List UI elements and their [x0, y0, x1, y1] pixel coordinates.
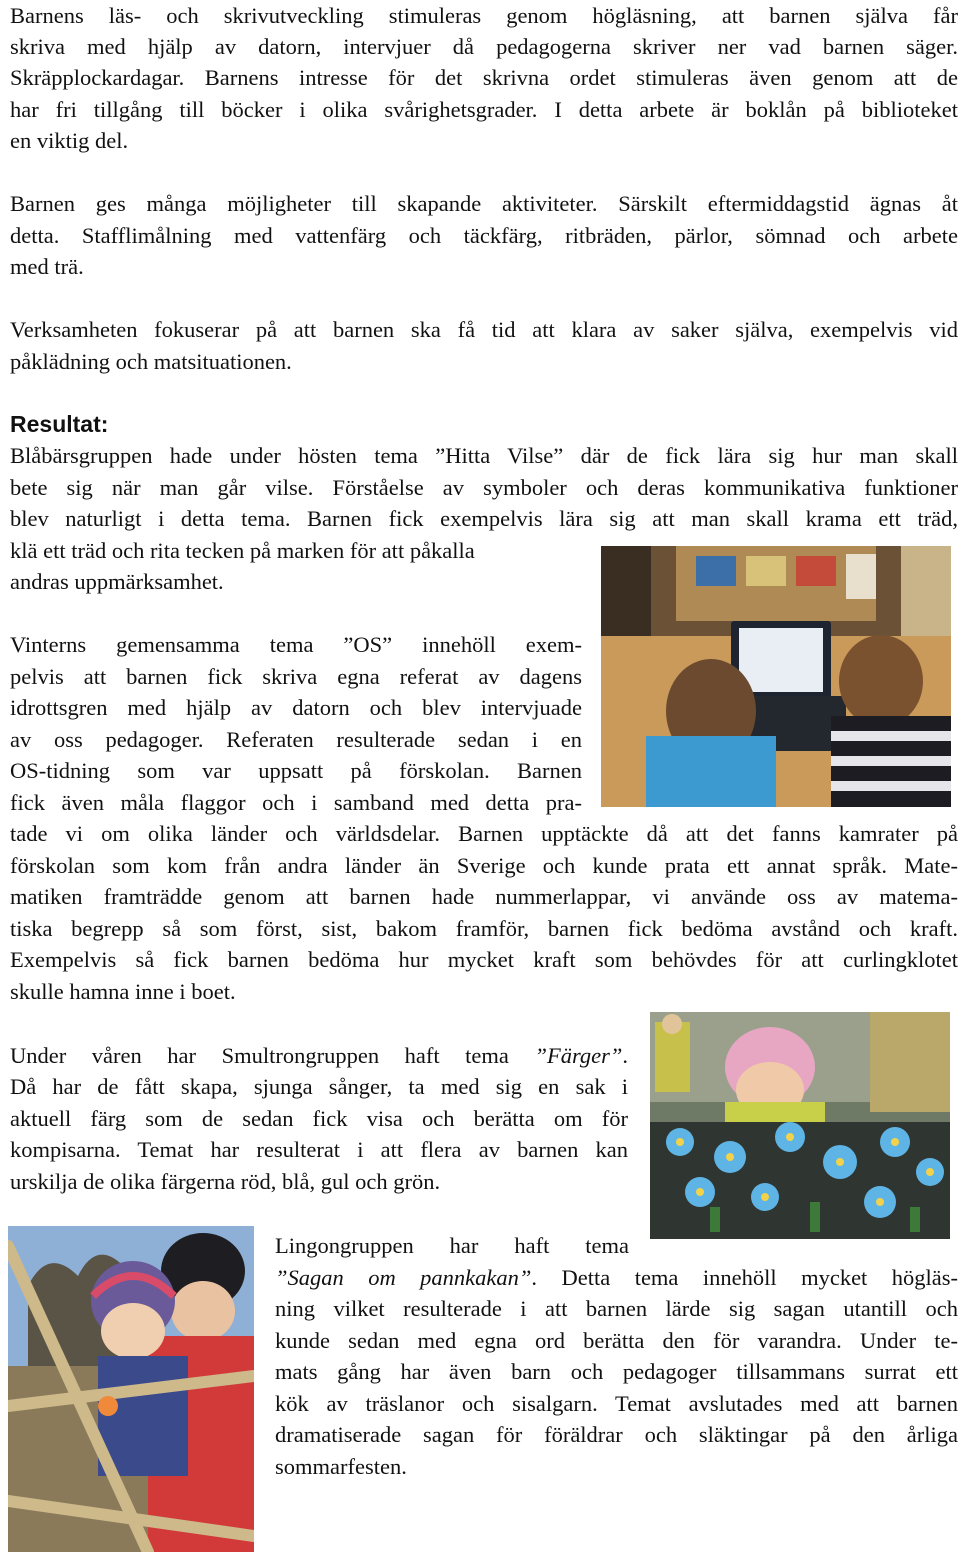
text-line: idrottsgren med hjälp av datorn och blev intervjuade: [10, 695, 582, 720]
text-line: kompisarna. Temat har resulterat i att flera av barnen kan: [10, 1137, 628, 1162]
text-line: mats gång har även barn och pedagoger tillsammans surrat ett: [275, 1359, 958, 1384]
text-line: andras uppmärksamhet.: [10, 569, 224, 594]
text-line: kök av träslanor och sisalgarn. Temat avslutades med att barnen: [275, 1391, 958, 1416]
text-line: aktuell färg som de sedan fick visa och berätta om för: [10, 1106, 628, 1131]
text-line: urskilja de olika färgerna röd, blå, gul och grön.: [10, 1169, 441, 1194]
text-line: fick även måla flaggor och i samband med detta pra-: [10, 790, 582, 815]
text-line: matiken framträdde genom att barnen hade nummerlappar, vi använde oss av matema-: [10, 884, 958, 909]
text-line: tiska begrepp så som först, sist, bakom framför, barnen fick bedöma avstånd och kraft.: [10, 916, 958, 941]
text-line: Under våren har Smultrongruppen haft tema ”Färger”.: [10, 1043, 628, 1068]
section-heading-results: Resultat:: [10, 411, 109, 437]
text-line: Exempelvis så fick barnen bedöma hur mycket kraft som behövdes för att curlingklotet: [10, 947, 958, 972]
text-line: skulle hamna inne i boet.: [10, 979, 236, 1004]
text-line: Då har de fått skapa, sjunga sånger, ta med sig en sak i: [10, 1074, 628, 1099]
text-line: Blåbärsgruppen hade under hösten tema ”Hitta Vilse” där de fick lära sig hur man skall: [10, 443, 958, 468]
text-line: OS-tidning som var uppsatt på förskolan. Barnen: [10, 758, 582, 783]
text-line: Skräpplockardagar. Barnens intresse för det skrivna ordet stimuleras även genom att de: [10, 65, 958, 90]
text-line: kunde sedan med egna ord berätta den för varandra. Under te-: [275, 1328, 958, 1353]
text-line: med trä.: [10, 254, 84, 279]
photo-children-at-laptop: [601, 546, 951, 807]
text-line: detta. Stafflimålning med vattenfärg och täckfärg, ritbräden, pärlor, sömnad och arbete: [10, 223, 958, 248]
text-line: Barnen ges många möjligheter till skapande aktiviteter. Särskilt eftermiddagstid ägnas åt: [10, 191, 958, 216]
text-line: klä ett träd och rita tecken på marken för att påkalla: [10, 538, 475, 563]
text-line: Vinterns gemensamma tema ”OS” innehöll exem-: [10, 632, 582, 657]
text-line: blev naturligt i detta tema. Barnen fick exempelvis lära sig att man skall krama ett träd,: [10, 506, 958, 531]
text-line-rest: . Detta tema innehöll mycket högläs-: [531, 1265, 958, 1290]
text-line: tade vi om olika länder och världsdelar. Barnen upptäckte då att det fanns kamrater på: [10, 821, 958, 846]
text-line: Barnens läs- och skrivutveckling stimuleras genom högläsning, att barnen själva får: [10, 3, 958, 28]
text-line: av oss pedagoger. Referaten resulterade sedan i en: [10, 727, 582, 752]
text-line: skriva med hjälp av datorn, intervjuer då pedagogerna skriver ner vad barnen säger.: [10, 34, 958, 59]
text-line: påklädning och matsituationen.: [10, 349, 292, 374]
text-line: har fri tillgång till böcker i olika svårighetsgrader. I detta arbete är boklån på biblioteket: [10, 97, 958, 122]
text-line: [275, 1262, 958, 1294]
text-line: sommarfesten.: [275, 1454, 407, 1479]
photo-child-paper-flowers-window: [650, 1012, 950, 1239]
text-line: Lingongruppen har haft tema: [275, 1233, 629, 1258]
text-line: ning vilket resulterade i att barnen lärde sig sagan utantill och: [275, 1296, 958, 1321]
theme-title-farger: ”Färger”: [534, 1043, 623, 1068]
text-line: pelvis att barnen fick skriva egna referat av dagens: [10, 664, 582, 689]
text-line: dramatiserade sagan för föräldrar och släktingar på den årliga: [275, 1422, 958, 1447]
theme-title-sagan: ”Sagan om pannkakan”: [275, 1265, 532, 1290]
photo-child-tying-wooden-poles: [8, 1226, 254, 1552]
text-line: bete sig när man går vilse. Förståelse av symboler och deras kommunikativa funktioner: [10, 475, 958, 500]
text-line: Verksamheten fokuserar på att barnen ska få tid att klara av saker själva, exempelvis vid: [10, 317, 958, 342]
text-line: en viktig del.: [10, 128, 129, 153]
text-line: förskolan som kom från andra länder än Sverige och kunde prata ett annat språk. Mate-: [10, 853, 958, 878]
